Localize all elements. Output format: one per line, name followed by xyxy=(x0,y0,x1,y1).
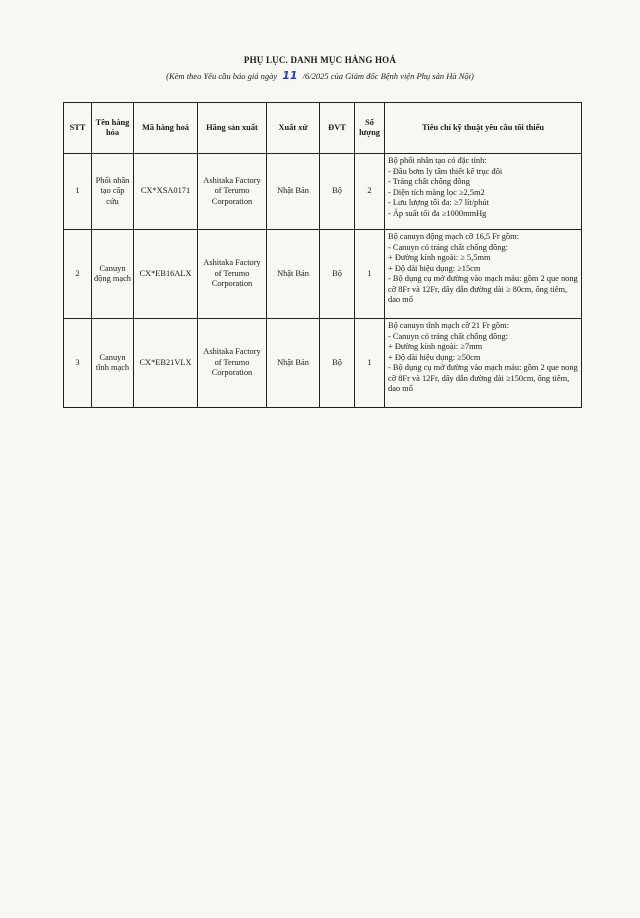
header-unit: ĐVT xyxy=(320,103,355,154)
spec-line: + Độ dài hiệu dụng: ≥50cm xyxy=(388,352,481,362)
cell-code: CX*EB21VLX xyxy=(134,319,198,408)
table-row xyxy=(64,319,582,408)
spec-line: Bộ canuyn động mạch cỡ 16,5 Fr gồm: xyxy=(388,232,519,241)
header-spec: Tiêu chí kỹ thuật yêu cầu tối thiểu xyxy=(385,103,582,154)
cell-stt: 2 xyxy=(64,230,92,319)
goods-table xyxy=(63,102,582,408)
header-origin: Xuất xứ xyxy=(267,103,320,154)
header-stt: STT xyxy=(64,103,92,154)
table-header-row xyxy=(64,103,582,154)
spec-line: - Đầu bơm ly tâm thiết kế trục đôi xyxy=(388,166,503,176)
cell-stt: 1 xyxy=(64,154,92,230)
cell-unit: Bộ xyxy=(320,230,355,319)
cell-spec xyxy=(385,319,582,408)
cell-code: CX*XSA0171 xyxy=(134,154,198,230)
spec-line: - Diện tích màng lọc ≥2,5m2 xyxy=(388,187,485,197)
header-name: Tên hàng hóa xyxy=(92,103,134,154)
cell-origin: Nhật Bản xyxy=(267,319,320,408)
table-row xyxy=(64,230,582,319)
cell-origin: Nhật Bản xyxy=(267,230,320,319)
cell-qty: 1 xyxy=(355,230,385,319)
cell-name: Canuyn động mạch xyxy=(92,230,134,319)
spec-line: - Canuyn có tráng chất chống đông: xyxy=(388,331,509,341)
cell-stt: 3 xyxy=(64,319,92,408)
spec-line: Bộ phổi nhân tạo có đặc tính: xyxy=(388,156,487,165)
spec-line: Bộ canuyn tĩnh mạch cỡ 21 Fr gồm: xyxy=(388,321,509,330)
header-qty: Số lượng xyxy=(355,103,385,154)
spec-line: + Đường kính ngoài: ≥ 5,5mm xyxy=(388,253,491,262)
subtitle-suffix: /6/2025 của Giám đốc Bệnh viện Phụ sản Hà Nội) xyxy=(302,71,474,81)
cell-code: CX*EB16ALX xyxy=(134,230,198,319)
cell-name: Phổi nhân tạo cấp cứu xyxy=(92,154,134,230)
header-maker: Hãng sản xuất xyxy=(198,103,267,154)
cell-maker: Ashitaka Factory of Terumo Corporation xyxy=(198,319,267,408)
header-code: Mã hàng hoá xyxy=(134,103,198,154)
cell-qty: 1 xyxy=(355,319,385,408)
spec-line: - Canuyn có tráng chất chống đông: xyxy=(388,242,509,252)
cell-spec xyxy=(385,230,582,319)
spec-line: + Độ dài hiệu dụng: ≥15cm xyxy=(388,263,481,273)
spec-line: + Đường kính ngoài: ≥7mm xyxy=(388,342,483,351)
cell-origin: Nhật Bản xyxy=(267,154,320,230)
spec-line: - Tráng chất chống đông xyxy=(388,177,470,186)
page-title: PHỤ LỤC. DANH MỤC HÀNG HOÁ xyxy=(243,55,397,65)
spec-line: - Bộ dụng cụ mở đường vào mạch máu: gồm 2 que nong cỡ 8Fr và 12Fr, dây dẫn đường dài ≥150cm, ống tiêm, dao mổ xyxy=(388,363,578,393)
cell-unit: Bộ xyxy=(320,154,355,230)
spec-line: - Bộ dụng cụ mở đường vào mạch máu: gồm 2 que nong cỡ 8Fr và 12Fr, dây dẫn đường dài ≥ 80cm, ống tiêm, dao mổ xyxy=(388,274,578,304)
page-subtitle xyxy=(0,69,640,82)
spec-line: - Áp suất tối đa ≥1000mmHg xyxy=(388,208,487,218)
table-row xyxy=(64,154,582,230)
cell-qty: 2 xyxy=(355,154,385,230)
subtitle-prefix: (Kèm theo Yêu cầu báo giá ngày xyxy=(166,71,278,81)
cell-maker: Ashitaka Factory of Terumo Corporation xyxy=(198,230,267,319)
cell-name: Canuyn tĩnh mạch xyxy=(92,319,134,408)
handwritten-day: 11 xyxy=(282,69,298,82)
cell-unit: Bộ xyxy=(320,319,355,408)
cell-spec xyxy=(385,154,582,230)
cell-maker: Ashitaka Factory of Terumo Corporation xyxy=(198,154,267,230)
spec-line: - Lưu lượng tối đa: ≥7 lít/phút xyxy=(388,198,489,207)
